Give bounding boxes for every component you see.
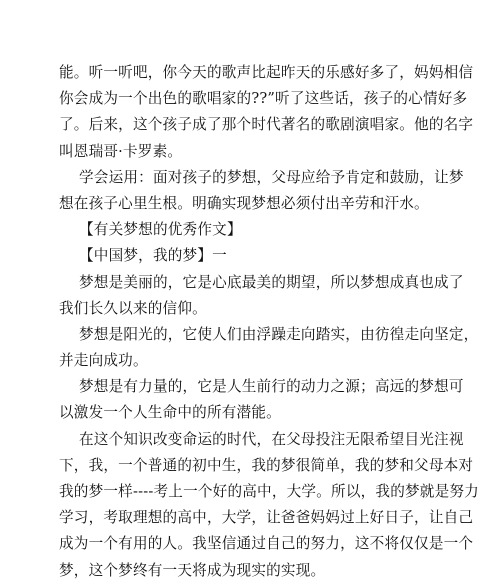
text-line: 叫恩瑞哥·卡罗素。	[59, 142, 183, 160]
text-line: 下，我，一个普通的初中生，我的梦很简单，我的梦和父母本对	[59, 456, 474, 474]
text-line: 【有关梦想的优秀作文】	[79, 221, 242, 239]
text-line: 我的梦一样----考上一个好的高中，大学。所以，我的梦就是努力	[59, 483, 479, 500]
text-line: 梦想是阳光的，它使人们由浮躁走向踏实，由彷徨走向坚定，	[79, 325, 479, 343]
document-body	[59, 60, 479, 584]
text-line: 学会运用：面对孩子的梦想，父母应给予肯定和鼓励，让梦	[79, 168, 464, 186]
text-line: 学习，考取理想的高中，大学，让爸爸妈妈过上好日子，让自己	[59, 509, 474, 527]
text-line: 能。听一听吧，你今天的歌声比起昨天的乐感好多了，妈妈相信	[59, 64, 474, 81]
text-line: 你会成为一个出色的歌唱家的??”听了这些话，孩子的心情好多	[59, 90, 468, 108]
text-line: 在这个知识改变命运的时代，在父母投注无限希望目光注视	[79, 430, 464, 448]
text-line: 了。后来，这个孩子成了那个时代著名的歌剧演唱家。他的名字	[59, 116, 474, 134]
text-line: 以激发一个人生命中的所有潜能。	[59, 404, 281, 422]
text-line: 成为一个有用的人。我坚信通过自己的努力，这不将仅仅是一个	[59, 535, 474, 553]
text-line: 梦想是有力量的，它是人生前行的动力之源；高远的梦想可	[79, 378, 464, 396]
text-line: 想在孩子心里生根。明确实现梦想必须付出辛劳和汗水。	[59, 194, 429, 212]
text-line: 【中国梦，我的梦】一	[79, 247, 227, 265]
text-line: 梦想是美丽的，它是心底最美的期望，所以梦想成真也成了	[79, 273, 464, 291]
text-line: 我们长久以来的信仰。	[59, 299, 207, 317]
text-line: 并走向成功。	[59, 352, 148, 370]
text-line: 梦，这个梦终有一天将成为现实的实现。	[59, 561, 326, 579]
